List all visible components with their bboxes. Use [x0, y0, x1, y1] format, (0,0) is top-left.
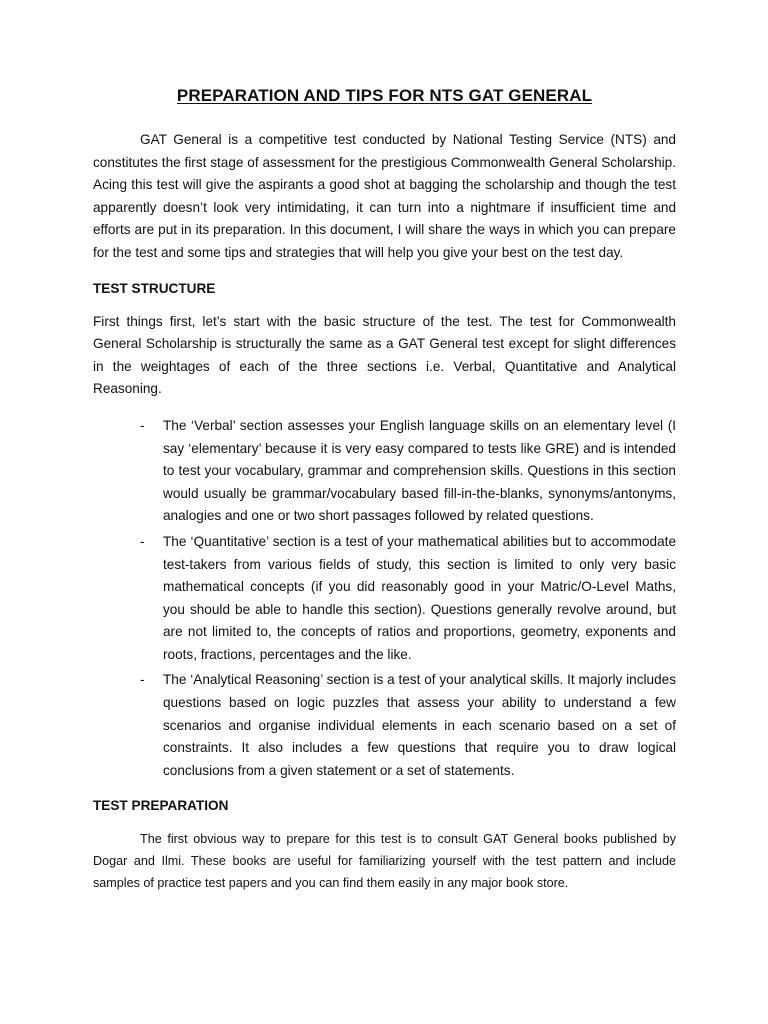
section-bullet-list — [93, 415, 676, 783]
bullet-dash: - — [140, 533, 145, 549]
test-structure-paragraph: First things first, let’s start with the basic structure of the test. The test for Commonwealth General Scholarship is structurally the same as a GAT General test except for slight differences in the weightages of each of the three sections i.e. Verbal, Quantitative and Analytical Reasoning. — [93, 313, 676, 397]
bullet-text-analytical: The ‘Analytical Reasoning’ section is a test of your analytical skills. It majorly includes questions based on logic puzzles that assess your ability to understand a few scenarios and organise individual elements in each scenario based on a set of constraints. It also includes a few questions that require you to draw logical conclusions from a given statement or a set of statements. — [163, 672, 676, 778]
section-test-structure — [93, 278, 676, 783]
section-heading-test-structure: TEST STRUCTURE — [93, 280, 216, 296]
section-heading-test-preparation: TEST PREPARATION — [93, 798, 229, 814]
bullet-verbal — [93, 415, 676, 528]
bullet-quantitative — [93, 531, 676, 667]
intro-paragraph: GAT General is a competitive test conducted by National Testing Service (NTS) and constitutes the first stage of assessment for the prestigious Commonwealth General Scholarship. Acing this test will give the aspirants a good shot at bagging the scholarship and though the test apparently doesn’t look very intimidating, it can turn into a nightmare if insufficient time and efforts are put in its preparation. In this document, I will share the ways in which you can prepare for the test and some tips and strategies that will help you give your best on the test day. — [93, 132, 676, 260]
section-test-preparation — [93, 795, 676, 894]
bullet-text-quantitative: The ‘Quantitative’ section is a test of your mathematical abilities but to accommodate test-takers from various fields of study, this section is limited to only very basic mathematical concepts (if you did reasonably good in your Matric/O-Level Maths, you should be able to handle this section). Questions generally revolve around, but are not limited to, the concepts of ratios and proportions, geometry, exponents and roots, fractions, percentages and the like. — [163, 533, 676, 662]
bullet-dash: - — [140, 417, 145, 433]
test-preparation-paragraph: The first obvious way to prepare for this test is to consult GAT General books published by Dogar and Ilmi. These books are useful for familiarizing yourself with the test pattern and include samples of practice test papers and you can find them easily in any major book store. — [93, 832, 676, 891]
bullet-analytical — [93, 669, 676, 782]
bullet-text-verbal: The ‘Verbal’ section assesses your English language skills on an elementary level (I say ‘elementary’ because it is very easy compared to tests like GRE) and is intended to test your vocabulary, grammar and comprehension skills. Questions in this section would usually be grammar/vocabulary based fill-in-the-blanks, synonyms/antonyms, analogies and one or two short passages followed by related questions. — [163, 417, 676, 524]
document-title: PREPARATION AND TIPS FOR NTS GAT GENERAL — [176, 86, 593, 105]
bullet-dash: - — [140, 672, 145, 688]
